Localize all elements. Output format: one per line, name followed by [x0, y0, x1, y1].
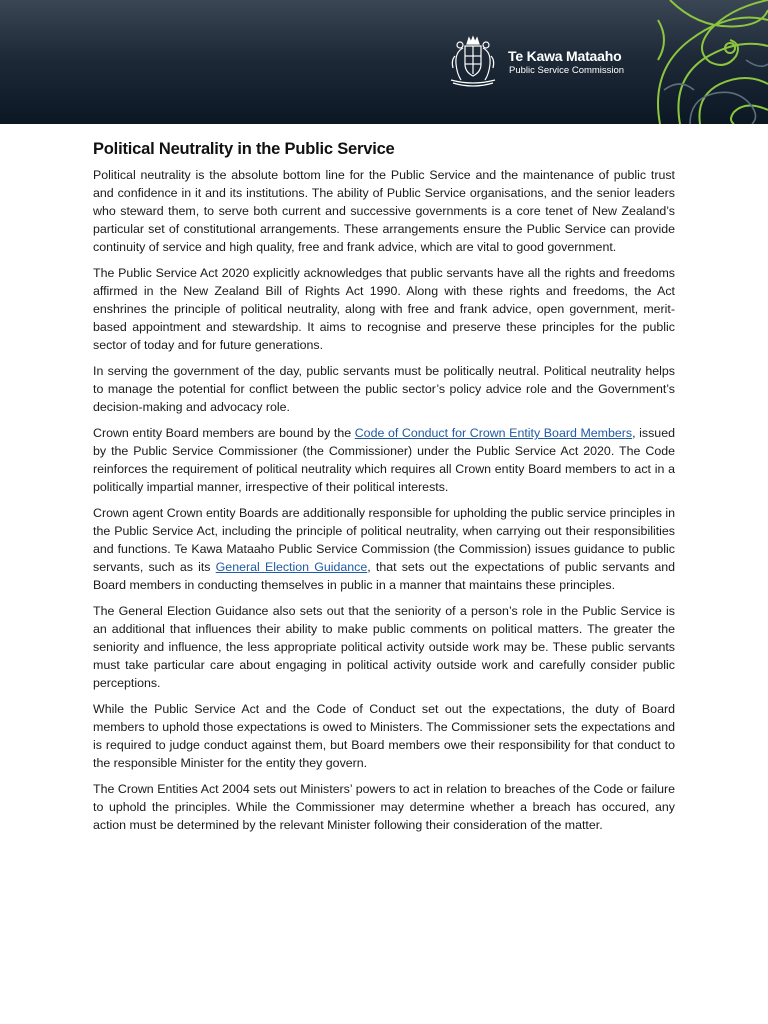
paragraph-5-text-after: , that sets out the expectations of public servants and Board members in conducting themselves in public in a manner that maintains these principles. — [93, 560, 675, 592]
paragraph-6: The General Election Guidance also sets out that the seniority of a person’s role in the Public Service is an additional that influences their ability to make public comments on political matters. The greater the seniority and influence, the less appropriate political activity outside work may be. These public servants must take particular care about engaging in political activity outside work and carefully consider public perceptions. — [93, 604, 675, 690]
paragraph-5 — [93, 504, 675, 594]
paragraph-4-text-before: Crown entity Board members are bound by the — [93, 426, 355, 440]
header-banner — [0, 0, 768, 124]
paragraph-4 — [93, 424, 675, 496]
paragraph-4-text-after: , issued by the Public Service Commissioner (the Commissioner) under the Public Service Act 2020. The Code reinforces the requirement of political neutrality which requires all Crown entity Board members to act in a politically impartial manner, irrespective of their political interests. — [93, 426, 675, 494]
page-title: Political Neutrality in the Public Service — [93, 140, 395, 158]
code-of-conduct-link[interactable]: Code of Conduct for Crown Entity Board Members — [354, 426, 633, 440]
paragraph-2: The Public Service Act 2020 explicitly acknowledges that public servants have all the rights and freedoms affirmed in the New Zealand Bill of Rights Act 1990. Along with these rights and freedoms, the Act enshrines the principle of political neutrality, along with free and frank advice, open government, merit-based appointment and stewardship. It aims to recognise and preserve these principles for the public sector of today and for future generations. — [93, 266, 675, 352]
general-election-guidance-link[interactable]: General Election Guidance — [215, 560, 368, 574]
paragraph-8: The Crown Entities Act 2004 sets out Ministers’ powers to act in relation to breaches of the Code or failure to uphold the principles. While the Commissioner may determine whether a breach has occured, any action must be determined by the relevant Minister following their consideration of the matter. — [93, 782, 675, 832]
paragraph-5-text-before: Crown agent Crown entity Boards are additionally responsible for upholding the public service principles in the Public Service Act, including the principle of political neutrality, when carrying out their responsibilities and functions. Te Kawa Mataaho Public Service Commission (the Commission) issues guidance to public servants, such as its — [93, 506, 675, 574]
document-body — [93, 140, 675, 842]
paragraph-7: While the Public Service Act and the Code of Conduct set out the expectations, the duty of Board members to uphold those expectations is owed to Ministers. The Commissioner sets the expectations and is required to judge conduct against them, but Board members owe their responsibility for that conduct to the responsible Minister for the entity they govern. — [93, 702, 675, 770]
koru-pattern-icon — [650, 0, 768, 124]
paragraph-3: In serving the government of the day, public servants must be politically neutral. Political neutrality helps to manage the potential for conflict between the public sector’s policy advice role and the Government’s decision-making and advocacy role. — [93, 364, 675, 414]
paragraph-1: Political neutrality is the absolute bottom line for the Public Service and the maintenance of public trust and confidence in it and its institutions. The ability of Public Service organisations, and the senior leaders who steward them, to serve both current and successive governments is a core tenet of New Zealand’s particular set of constitutional arrangements. These arrangements ensure the Public Service can provide continuity of service and high quality, free and frank advice, which are vital to good government. — [93, 168, 675, 254]
org-name: Te Kawa Mataaho — [508, 48, 622, 64]
org-subtitle: Public Service Commission — [509, 65, 625, 76]
coat-of-arms-logo — [443, 34, 503, 88]
